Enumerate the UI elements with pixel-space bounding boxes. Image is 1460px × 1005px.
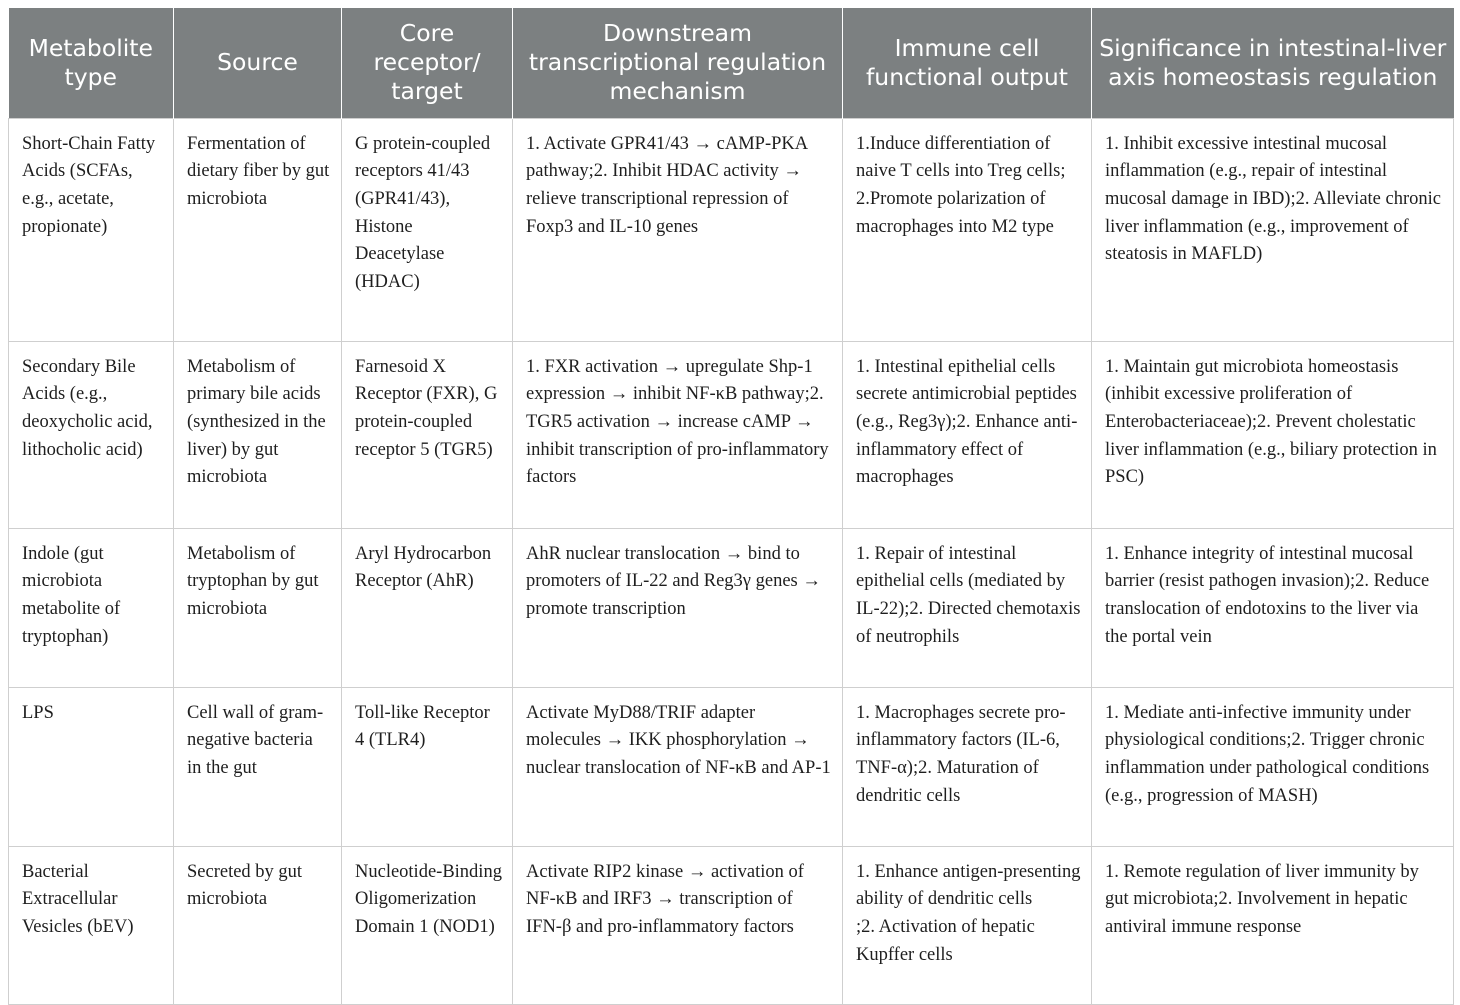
table-row (9, 528, 1454, 687)
cell-mechanism: Activate MyD88/TRIF adapter molecules → IKK phosphorylation → nuclear translocation of NF-κB and AP-1 (513, 687, 843, 846)
immune-output-line: 1. Macrophages secrete pro-inflammatory factors (IL-6, TNF-α);2. Maturation of dendritic cells (856, 702, 1066, 806)
cell-source: Metabolism of primary bile acids (synthesized in the liver) by gut microbiota (174, 341, 342, 528)
header-core-receptor: Core receptor/ target (342, 8, 513, 118)
cell-significance: 1. Maintain gut microbiota homeostasis (inhibit excessive proliferation of Enterobacteriaceae);2. Prevent cholestatic liver inflammation (e.g., biliary protection in PSC) (1092, 341, 1454, 528)
table-row (9, 687, 1454, 846)
cell-source: Cell wall of gram-negative bacteria in the gut (174, 687, 342, 846)
cell-mechanism: Activate RIP2 kinase → activation of NF-κB and IRF3 → transcription of IFN-β and pro-inflammatory factors (513, 846, 843, 1004)
cell-receptor: Nucleotide-Binding Oligomerization Domain 1 (NOD1) (342, 846, 513, 1004)
header-significance: Significance in intestinal-liver axis homeostasis regulation (1092, 8, 1454, 118)
metabolite-table-container (8, 8, 1453, 1005)
immune-output-line: ;2. Activation of hepatic Kupffer cells (856, 916, 1035, 965)
cell-metabolite: Secondary Bile Acids (e.g., deoxycholic acid, lithocholic acid) (9, 341, 174, 528)
metabolite-table (8, 8, 1454, 1005)
cell-metabolite: LPS (9, 687, 174, 846)
cell-metabolite: Indole (gut microbiota metabolite of tryptophan) (9, 528, 174, 687)
cell-metabolite: Bacterial Extracellular Vesicles (bEV) (9, 846, 174, 1004)
cell-mechanism: 1. Activate GPR41/43 → cAMP-PKA pathway;2. Inhibit HDAC activity → relieve transcriptional repression of Foxp3 and IL-10 genes (513, 118, 843, 341)
immune-output-line: 1.Induce differentiation of naive T cells into Treg cells; (856, 133, 1066, 182)
cell-source: Secreted by gut microbiota (174, 846, 342, 1004)
cell-immune-output (843, 687, 1092, 846)
header-mechanism: Downstream transcriptional regulation mechanism (513, 8, 843, 118)
table-row (9, 118, 1454, 341)
immune-output-line: 1. Enhance antigen-presenting ability of dendritic cells (856, 861, 1081, 910)
immune-output-line: 1. Repair of intestinal epithelial cells (mediated by IL-22);2. Directed chemotaxis of neutrophils (856, 543, 1081, 647)
cell-immune-output (843, 528, 1092, 687)
cell-significance: 1. Inhibit excessive intestinal mucosal inflammation (e.g., repair of intestinal mucosal damage in IBD);2. Alleviate chronic liver inflammation (e.g., improvement of steatosis in MAFLD) (1092, 118, 1454, 341)
table-row (9, 846, 1454, 1004)
header-immune-output: Immune cell functional output (843, 8, 1092, 118)
cell-immune-output (843, 846, 1092, 1004)
cell-significance: 1. Remote regulation of liver immunity by gut microbiota;2. Involvement in hepatic antiviral immune response (1092, 846, 1454, 1004)
cell-receptor: G protein-coupled receptors 41/43 (GPR41/43), Histone Deacetylase (HDAC) (342, 118, 513, 341)
cell-mechanism: 1. FXR activation → upregulate Shp-1 expression → inhibit NF-κB pathway;2. TGR5 activation → increase cAMP → inhibit transcription of pro-inflammatory factors (513, 341, 843, 528)
cell-immune-output (843, 118, 1092, 341)
cell-receptor: Farnesoid X Receptor (FXR), G protein-coupled receptor 5 (TGR5) (342, 341, 513, 528)
immune-output-line: 1. Intestinal epithelial cells secrete antimicrobial peptides (e.g., Reg3γ);2. Enhance anti-inflammatory effect of macrophages (856, 356, 1078, 488)
cell-mechanism: AhR nuclear translocation → bind to promoters of IL-22 and Reg3γ genes → promote transcription (513, 528, 843, 687)
cell-source: Metabolism of tryptophan by gut microbiota (174, 528, 342, 687)
cell-metabolite: Short-Chain Fatty Acids (SCFAs, e.g., acetate, propionate) (9, 118, 174, 341)
cell-significance: 1. Mediate anti-infective immunity under physiological conditions;2. Trigger chronic inflammation under pathological conditions (e.g., progression of MASH) (1092, 687, 1454, 846)
header-source: Source (174, 8, 342, 118)
cell-significance: 1. Enhance integrity of intestinal mucosal barrier (resist pathogen invasion);2. Reduce translocation of endotoxins to the liver via the portal vein (1092, 528, 1454, 687)
cell-immune-output (843, 341, 1092, 528)
table-row (9, 341, 1454, 528)
cell-receptor: Toll-like Receptor 4 (TLR4) (342, 687, 513, 846)
cell-receptor: Aryl Hydrocarbon Receptor (AhR) (342, 528, 513, 687)
cell-source: Fermentation of dietary fiber by gut microbiota (174, 118, 342, 341)
header-metabolite-type: Metabolite type (9, 8, 174, 118)
table-header-row (9, 8, 1454, 118)
immune-output-line: 2.Promote polarization of macrophages into M2 type (856, 188, 1054, 237)
